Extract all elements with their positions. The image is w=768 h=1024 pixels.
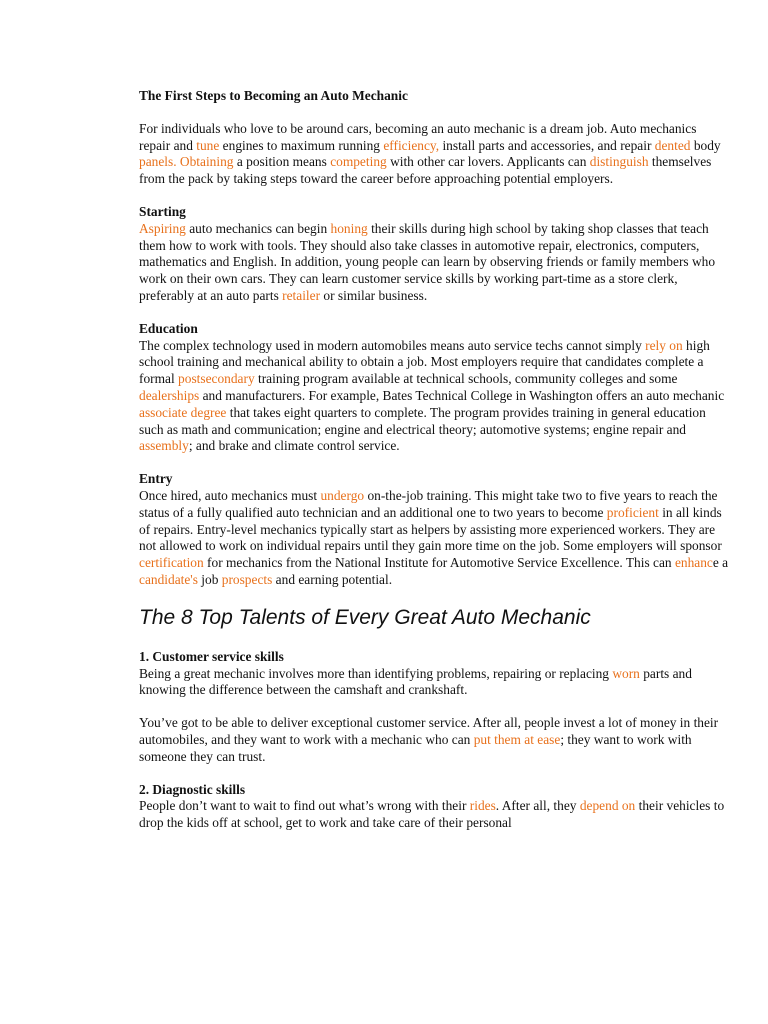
text-run: themselves from the pack by taking steps toward the career before approaching potential employers. [139,154,712,187]
skill2-paragraph-1 [139,798,729,832]
text-run: in all kinds of repairs. Entry-level mechanics typically start as helpers by assisting more experienced workers. They are not allowed to work on individual repairs until they gain more time on the job. Some employers will sponsor [139,504,722,554]
skill1-paragraph-1 [139,666,729,700]
text-run: parts and knowing the difference between the camshaft and crankshaft. [139,665,692,698]
skill-heading-customer-service: 1. Customer service skills [139,648,284,664]
education-paragraph [139,338,729,456]
text-run: and manufacturers. For example, Bates Technical College in Washington offers an auto mechanic [199,387,725,403]
text-run: You’ve got to be able to deliver exceptional customer service. After all, people invest a lot of money in their automobiles, and they want to work with a mechanic who can [139,715,719,747]
highlighted-term[interactable]: certification [139,555,204,571]
text-run: job [197,571,222,587]
highlighted-term[interactable]: associate degree [139,404,227,420]
highlighted-term[interactable]: tune [196,137,220,153]
text-run: body [690,137,721,153]
highlighted-term[interactable]: retailer [282,287,321,303]
highlighted-term[interactable]: Aspiring [139,220,186,236]
highlighted-term[interactable]: depend on [579,798,636,814]
text-run: For individuals who love to be around cars, becoming an auto mechanic is a dream job. Auto mechanics repair and [139,120,697,153]
text-run: their skills during high school by taking shop classes that teach them how to work with tools. They should also take classes in automotive repair, electronics, computers, mathematics and English. In addition, young people can learn by observing friends or family members who work on their own cars. They can learn customer service skills by working part-time as a store clerk, preferably at an auto parts [139,220,716,303]
highlighted-term[interactable]: distinguish [589,154,649,170]
starting-paragraph [139,221,729,305]
text-run: engines to maximum running [219,137,384,153]
text-run: ; and brake and climate control service. [188,438,400,454]
highlighted-term[interactable]: rely on [645,337,683,353]
text-run: ; they want to work with someone they can trust. [139,731,692,764]
text-run: that takes eight quarters to complete. The program provides training in general education such as math and communication; engine and electrical theory; automotive systems; engine repair and [139,404,706,437]
highlighted-term[interactable]: proficient [606,504,659,520]
highlighted-term[interactable]: enhanc [674,555,713,571]
highlighted-term[interactable]: assembly [139,438,189,454]
text-run: training program available at technical schools, community colleges and some [254,371,678,387]
text-run: high school training and mechanical ability to obtain a job. Most employers require that candidates complete a formal [139,337,710,387]
intro-paragraph [139,121,729,188]
text-run: . After all, they [495,798,580,814]
text-run: The complex technology used in modern automobiles means auto service techs cannot simply [139,337,646,353]
top-talents-heading: The 8 Top Talents of Every Great Auto Mechanic [139,605,591,629]
document-title: The First Steps to Becoming an Auto Mechanic [139,88,408,103]
text-run: with other car lovers. Applicants can [386,154,590,170]
text-run: on-the-job training. This might take two to five years to reach the status of a fully qualified auto technician and an additional one to two years to become [139,487,718,520]
highlighted-term[interactable]: dented [654,137,691,153]
text-run: and earning potential. [272,571,393,587]
highlighted-term[interactable]: competing [330,154,387,170]
highlighted-term[interactable]: dealerships [139,387,200,403]
text-run: their vehicles to drop the kids off at school, get to work and take care of their personal [139,798,725,831]
highlighted-term[interactable]: panels. [139,154,177,170]
highlighted-term[interactable]: efficiency, [383,137,440,153]
highlighted-term[interactable]: candidate's [139,571,198,587]
highlighted-term[interactable]: honing [330,220,368,236]
highlighted-term[interactable]: postsecondary [178,371,255,387]
highlighted-term[interactable]: put them at ease [473,731,561,747]
text-run: e a [712,555,729,571]
entry-paragraph [139,488,729,589]
section-heading-entry: Entry [139,471,173,487]
text-run: auto mechanics can begin [185,220,331,236]
highlighted-term[interactable]: prospects [221,571,273,587]
skill-heading-diagnostic: 2. Diagnostic skills [139,781,246,797]
text-run: a position means [233,154,331,170]
text-run: People don’t want to wait to find out what’s wrong with their [139,798,470,814]
highlighted-term[interactable]: Obtaining [179,154,234,170]
skill1-paragraph-2 [139,715,729,765]
text-run: or similar business. [320,287,428,303]
text-run: Once hired, auto mechanics must [139,487,321,503]
text-run: Being a great mechanic involves more than identifying problems, repairing or replacing [139,665,613,681]
document-body [139,88,729,848]
highlighted-term[interactable]: rides [469,798,496,814]
section-heading-education: Education [139,320,198,336]
section-heading-starting: Starting [139,203,186,219]
text-run: for mechanics from the National Institute for Automotive Service Excellence. This can [203,555,675,571]
highlighted-term[interactable]: undergo [320,487,365,503]
text-run: install parts and accessories, and repair [439,137,655,153]
highlighted-term[interactable]: worn [612,665,640,681]
